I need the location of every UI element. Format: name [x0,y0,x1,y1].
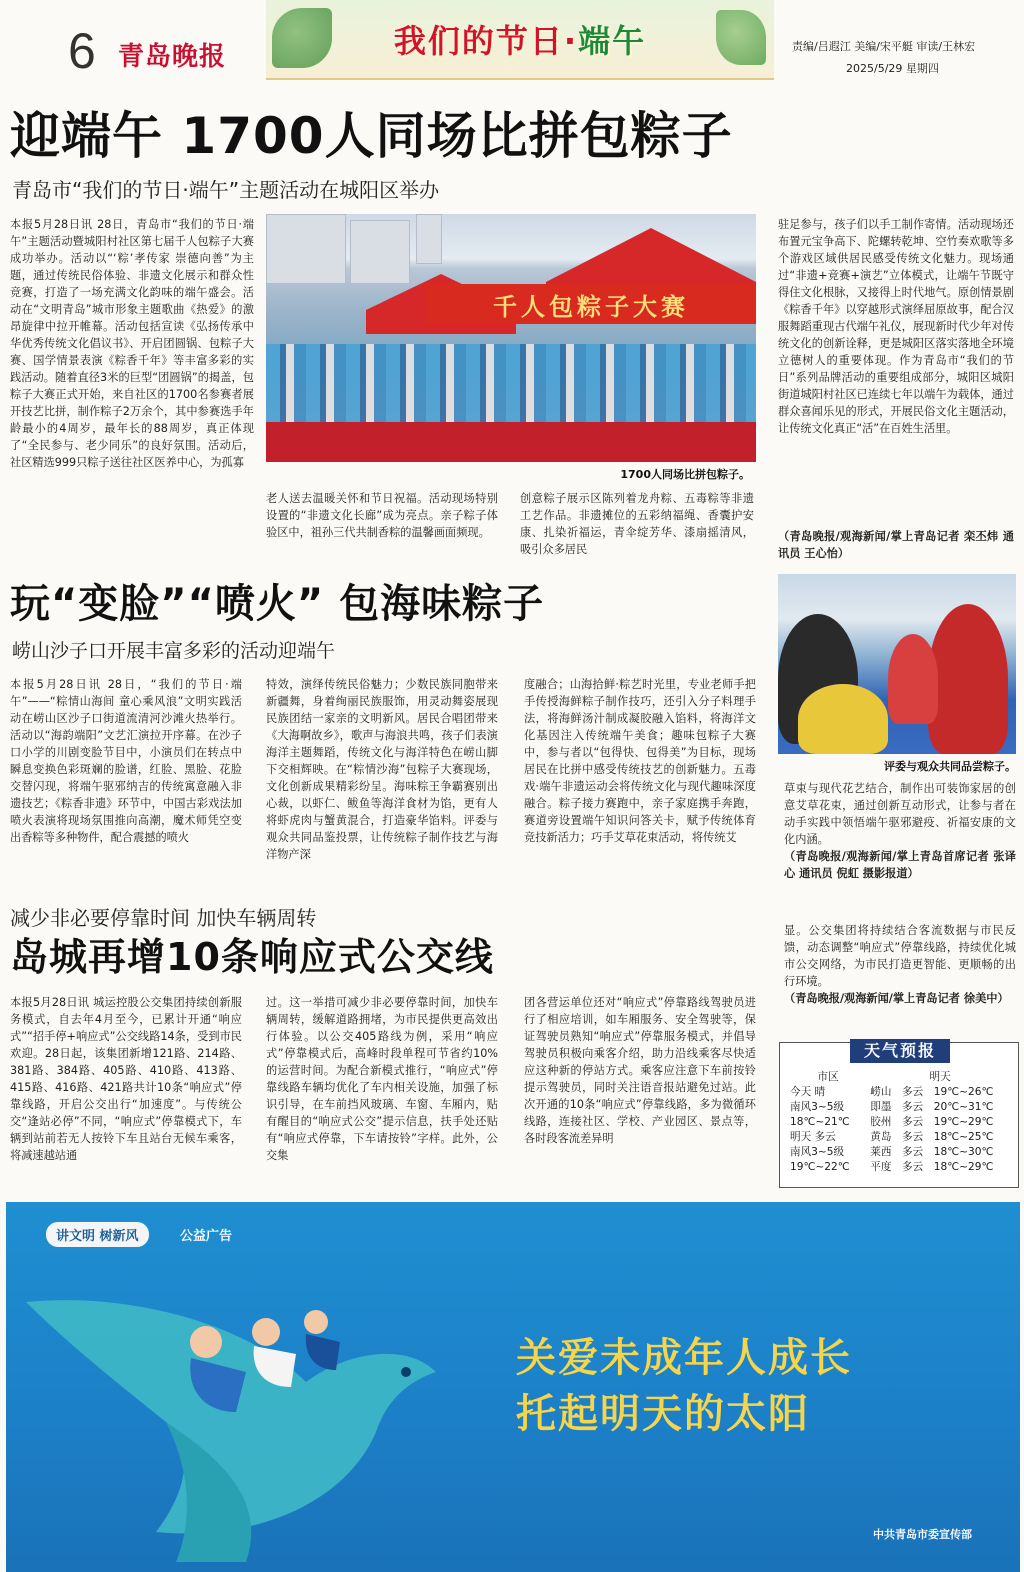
story3-headline: 岛城再增10条响应式公交线 [10,935,494,979]
story2-photo [778,574,1016,754]
story1-photo [266,214,756,462]
story3-column-2: 过。这一举措可减少非必要停靠时间，加快车辆周转，缓解道路拥堵，为市民提供更高效出行体验。以公交405路线为例，采用“响应式”停靠模式后，高峰时段单程可节省约10%的运营时间。为配合新模式推行，“响应式”停靠线路车辆均优化了车内相关设施，加强了标识引导，在车前挡风玻璃、车窗、车厢内，贴有醒目的“响应式公交”提示信息，扶手处还贴有“响应式停靠，下车请按铃”字样。此外，公交集 [266,996,498,1162]
story1-photo-caption: 1700人同场比拼包粽子。 [620,468,750,481]
weather-row: 今天 晴 崂山 多云 19℃~26℃ [790,1085,994,1098]
weather-row: 明天 多云 黄岛 多云 18℃~25℃ [790,1130,994,1143]
story3-column-4: 显。公交集团将持续结合客流数据与市民反馈，动态调整“响应式”停靠线路，持续优化城市公交网络，为市民打造更智能、更顺畅的出行环境。 [784,924,1016,988]
weather-table [788,1069,1012,1174]
weather-title: 天气预报 [850,1039,950,1063]
bird-illustration [6,1262,486,1572]
story3-kicker: 减少非必要停靠时间 加快车辆周转 [10,906,317,930]
zongzi-leaf-icon [272,8,332,68]
story2-column-1: 本报5月28日讯 28日，“我们的节日·端午”——“粽情山海间 童心乘风浪”文明实践活动在崂山区沙子口街道流清河沙滩火热举行。活动以“海韵端阳”文艺汇演拉开序幕。在沙子口小学的川剧变脸节目中，小演员们在转点中瞬息变换色彩斑斓的脸谱，红脸、黑脸、花脸交替闪现，将端午驱邪纳吉的传统寓意融入非遗技艺；《粽香非遗》环节中，中国古彩戏法加喷火表演将现场氛围推向高潮，魔术师凭空变出香粽等多种物件，配合震撼的喷火 [10,678,242,844]
banner-title [394,16,646,62]
story1-subheadline: 青岛市“我们的节日·端午”主题活动在城阳区举办 [12,178,440,202]
story1-column-4: 驻足参与，孩子们以手工制作寄情。活动现场还布置元宝争高下、陀螺转乾坤、空竹奏欢歌等多个游戏区域供居民感受传统文化魅力。现场通过“非遗+竞赛+演艺”立体模式，让端午节既守得住文化根脉，又接得上时代地气。原创情景剧《粽香千年》以穿越形式演绎屈原故事，配合汉服舞蹈重现古代端午礼仪，展现新时代少年对传统文化的创新诠释，更是城阳区落实落地全环境立德树人的重要体现。作为青岛市“我们的节日”系列品牌活动的重要组成部分，城阳区城阳街道城阳村社区已连续七年以端午为载体，通过群众喜闻乐见的形式，开展民俗文化主题活动，让传统文化真正“活”在百姓生活里。 [778,218,1014,435]
ad-tag: 讲文明 树新风 [46,1222,149,1247]
ad-slogan-line-2: 托起明天的太阳 [516,1391,810,1437]
issue-date: 2025/5/29 星期四 [846,62,939,75]
story2-column-4: 草束与现代花艺结合，制作出可装饰家居的创意艾草花束，通过创新互动形式，让参与者在动手实践中领悟端午驱邪避疫、祈福安康的文化内涵。 [784,782,1016,846]
story1-headline: 迎端午 1700人同场比拼包粽子 [10,107,733,165]
masthead-logo: 青岛晚报 [118,42,227,72]
page-number: 6 [68,23,96,79]
public-service-ad [6,1202,1020,1572]
story2-column-2: 特效，演绎传统民俗魅力；少数民族同胞带来新疆舞，身着绚丽民族服饰，用灵动舞姿展现民族团结一家亲的文明新风。居民合唱团带来《大海啊故乡》，歌声与海浪共鸣，孩子们表演海洋主题舞蹈，传统文化与海洋特色在崂山脚下交相辉映。在“粽情沙海”包粽子大赛现场，文化创新成果精彩纷呈。海味粽王争霸赛别出心裁，以虾仁、鲅鱼等海洋食材为馅，更有人将虾虎肉与蟹黄混合，打造豪华馅料。评委与观众共同品鉴投票，让传统粽子制作技艺与海洋物产深 [266,678,498,861]
banner-title-green: 端午 [578,22,647,60]
story2-photo-caption: 评委与观众共同品尝粽子。 [884,760,1016,773]
weather-forecast-box [779,1042,1019,1188]
weather-row: 南风3~5级 即墨 多云 20℃~31℃ [790,1100,994,1113]
story3-column-1: 本报5月28日讯 城运控股公交集团持续创新服务模式，自去年4月至今，已累计开通“响应式”“招手停+响应式”公交线路14条，受到市民欢迎。28日起，该集团新增121路、214路、381路、384路、405路、410路、413路、415路、416路、421路共计10条“响应式”停靠线路，开启公交出行“加速度”。与传统公交“逢站必停”不同，“响应式”停靠模式下，车辆到站前若无人按铃下车且站台无候车乘客，将减速越站通 [10,996,242,1162]
zongzi-leaf-icon [716,10,766,65]
story3-column-3: 团各营运单位还对“响应式”停靠路线驾驶员进行了相应培训，如车厢服务、安全驾驶等，保证驾驶员熟知“响应式”停靠服务模式，并倡导驾驶员积极向乘客介绍，助力沿线乘客尽快适应这种新的停站方式。乘客应注意下车前按铃提示驾驶员，同时关注语音报站避免过站。此次开通的10条“响应式”停靠线路，多为微循环线路，连接社区、学校、产业园区、景点等，各时段客流差异明 [524,996,756,1145]
story1-column-1: 本报5月28日讯 28日，青岛市“我们的节日·端午”主题活动暨城阳村社区第七届千人包粽子大赛成功举办。活动以“‘粽’孝传家 崇德向善”为主题，通过传统民俗体验、非遗文化展示和群众性竞赛，打造了一场充满文化韵味的端午盛会。活动在“文明青岛”城市形象主题歌曲《热爱》的激昂旋律中拉开帷幕。活动包括宣读《弘扬传承中华优秀传统文化倡议书》、开启团圆锅、包粽子大赛、国学情景表演《粽香千年》等丰富多彩的实践活动。随着直径3米的巨型“团圆锅”的揭盖，包粽子大赛正式开始，来自社区的1700名参赛者展开技艺比拼，制作粽子2万余个，其中参赛选手年龄最小的4周岁，最年长的88周岁，真正体现了“全民参与、老少同乐”的良好氛围。活动后，社区精选999只粽子送往社区医养中心，为孤寡 [10,218,254,469]
ad-slogan [516,1330,852,1442]
story1-column-3: 创意粽子展示区陈列着龙舟粽、五毒粽等非遗工艺作品。非遗摊位的五彩纳福绳、香囊护安康、扎染祈福运，青伞绽芳华、漆扇摇清风，吸引众多居民 [520,492,754,556]
editor-credits: 责编/吕遐江 美编/宋平艇 审读/王林宏 [792,40,976,53]
story1-byline: （青岛晚报/观海新闻/掌上青岛记者 栾丕炜 通讯员 王心怡） [778,530,1014,560]
story1-column-2: 老人送去温暖关怀和节日祝福。活动现场特别设置的“非遗文化长廊”成为亮点。亲子粽子体验区中，祖孙三代共制香粽的温馨画面频现。 [266,492,498,539]
story2-column-3: 度融合；山海拾鲜·粽艺时光里，专业老师手把手传授海鲜粽子制作技巧，还引入分子料理手法，将海鲜汤汁制成凝胶融入馅料，将海洋文化基因注入传统端午美食；趣味包粽子大赛中，参与者以“包得快、包得美”为目标，现场居民在比拼中感受传统技艺的创新魅力。五毒戏·端午非遗运动会将传统文化与现代趣味深度融合。粽子接力赛跑中，亲子家庭携手奔跑，赛道旁设置端午知识问答关卡，赋予传统体育竞技新活力；巧手艾草花束活动，将传统艾 [524,678,756,844]
story2-headline: 玩“变脸”“喷火” 包海味粽子 [10,581,545,627]
photo-banner: 千人包粽子大赛 [426,284,756,324]
section-banner [266,0,774,80]
weather-row: 19℃~22℃ 平度 多云 18℃~29℃ [790,1160,994,1173]
weather-row: 南风3~5级 莱西 多云 18℃~30℃ [790,1145,994,1158]
banner-title-red: 我们的节日· [393,22,579,60]
ad-slogan-line-1: 关爱未成年人成长 [516,1335,852,1381]
weather-tomorrow-label: 明天 [929,1071,951,1083]
story2-subheadline: 崂山沙子口开展丰富多彩的活动迎端午 [12,640,336,662]
ad-tag-type: 公益广告 [180,1229,233,1244]
ad-organization: 中共青岛市委宣传部 [873,1528,972,1541]
story2-byline: （青岛晚报/观海新闻/掌上青岛首席记者 张译心 通讯员 倪虹 摄影报道） [784,850,1016,880]
weather-row: 18℃~21℃ 胶州 多云 19℃~29℃ [790,1115,994,1128]
weather-city-label: 市区 [817,1071,839,1083]
story3-byline: （青岛晚报/观海新闻/掌上青岛记者 徐美中） [784,992,1009,1005]
